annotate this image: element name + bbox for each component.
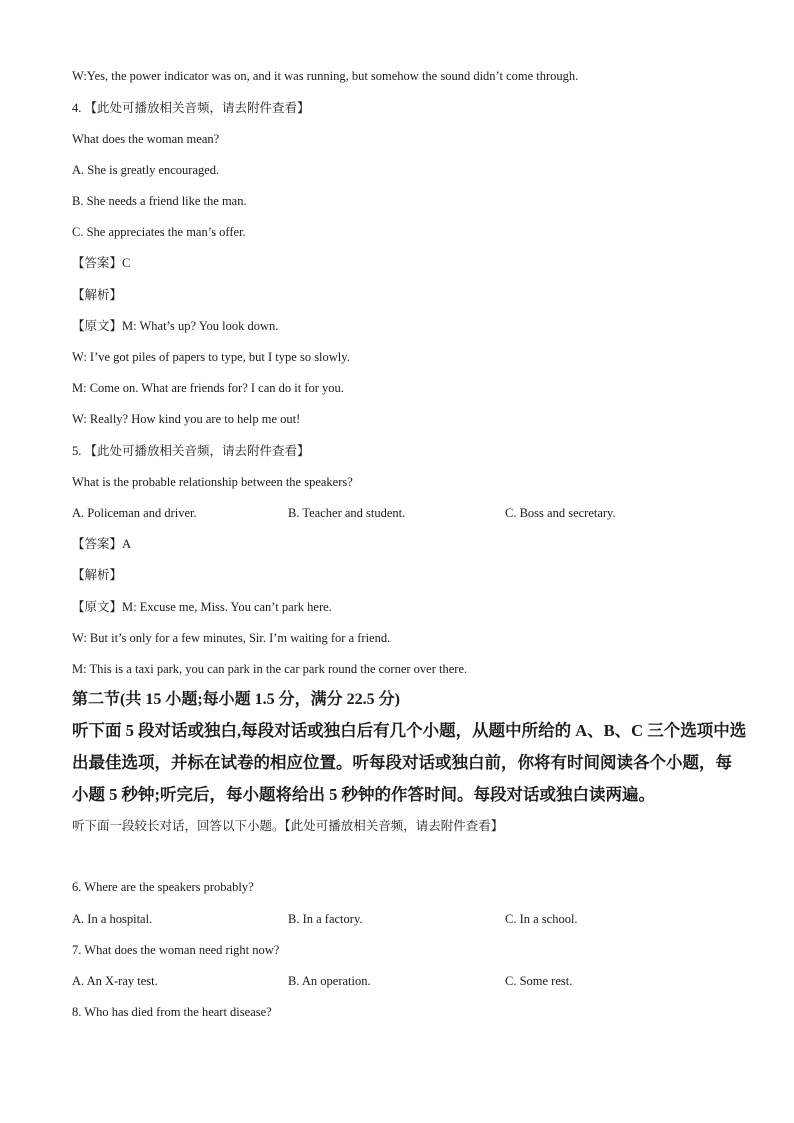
question-8-text: 8. Who has died from the heart disease? bbox=[72, 1005, 272, 1019]
transcript-line: 【原文】M: What’s up? You look down. bbox=[72, 319, 279, 333]
transcript-line: W: I’ve got piles of papers to type, but I type so slowly. bbox=[72, 350, 350, 364]
question-6-option-c: C. In a school. bbox=[505, 912, 578, 926]
question-5-option-a: A. Policeman and driver. bbox=[72, 506, 197, 520]
transcript-line: M: Come on. What are friends for? I can do it for you. bbox=[72, 381, 344, 395]
question-5-option-b: B. Teacher and student. bbox=[288, 506, 406, 520]
question-5-header: 5. 【此处可播放相关音频，请去附件查看】 bbox=[72, 444, 310, 458]
question-5-text: What is the probable relationship between the speakers? bbox=[72, 475, 353, 489]
question-6-option-a: A. In a hospital. bbox=[72, 912, 153, 926]
question-4-text: What does the woman mean? bbox=[72, 132, 220, 146]
section-2-title: 第二节(共 15 小题;每小题 1.5 分，满分 22.5 分) bbox=[72, 691, 400, 708]
question-5-analysis: 【解析】 bbox=[72, 568, 123, 582]
section-2-note: 听下面一段较长对话，回答以下小题。【此处可播放相关音频，请去附件查看】 bbox=[72, 819, 504, 833]
question-4-option-b: B. She needs a friend like the man. bbox=[72, 194, 247, 208]
question-4-option-c: C. She appreciates the man’s offer. bbox=[72, 225, 246, 239]
transcript-line: W: But it’s only for a few minutes, Sir. I’m waiting for a friend. bbox=[72, 631, 391, 645]
question-4-analysis: 【解析】 bbox=[72, 288, 123, 302]
question-7-text: 7. What does the woman need right now? bbox=[72, 943, 280, 957]
section-2-instructions: 听下面 5 段对话或独白,每段对话或独白后有几个小题，从题中所给的 A、B、C 三个选项中选 bbox=[72, 721, 747, 740]
question-4-option-a: A. She is greatly encouraged. bbox=[72, 163, 220, 177]
transcript-line: M: This is a taxi park, you can park in the car park round the corner over there. bbox=[72, 662, 468, 676]
dialogue-line: W:Yes, the power indicator was on, and it was running, but somehow the sound didn’t come through. bbox=[72, 69, 579, 83]
section-2-instructions: 出最佳选项，并标在试卷的相应位置。听每段对话或独白前，你将有时间阅读各个小题，每 bbox=[72, 753, 732, 772]
section-2-instructions: 小题 5 秒钟;听完后，每小题将给出 5 秒钟的作答时间。每段对话或独白读两遍。 bbox=[72, 785, 655, 804]
question-6-option-b: B. In a factory. bbox=[288, 912, 363, 926]
question-7-option-c: C. Some rest. bbox=[505, 974, 573, 988]
question-4-header: 4. 【此处可播放相关音频，请去附件查看】 bbox=[72, 101, 310, 115]
question-6-text: 6. Where are the speakers probably? bbox=[72, 880, 254, 894]
question-5-answer: 【答案】A bbox=[72, 537, 132, 551]
transcript-line: 【原文】M: Excuse me, Miss. You can’t park here. bbox=[72, 600, 332, 614]
transcript-line: W: Really? How kind you are to help me out! bbox=[72, 412, 301, 426]
question-4-answer: 【答案】C bbox=[72, 256, 131, 270]
question-7-option-a: A. An X-ray test. bbox=[72, 974, 158, 988]
question-7-option-b: B. An operation. bbox=[288, 974, 371, 988]
question-5-option-c: C. Boss and secretary. bbox=[505, 506, 616, 520]
